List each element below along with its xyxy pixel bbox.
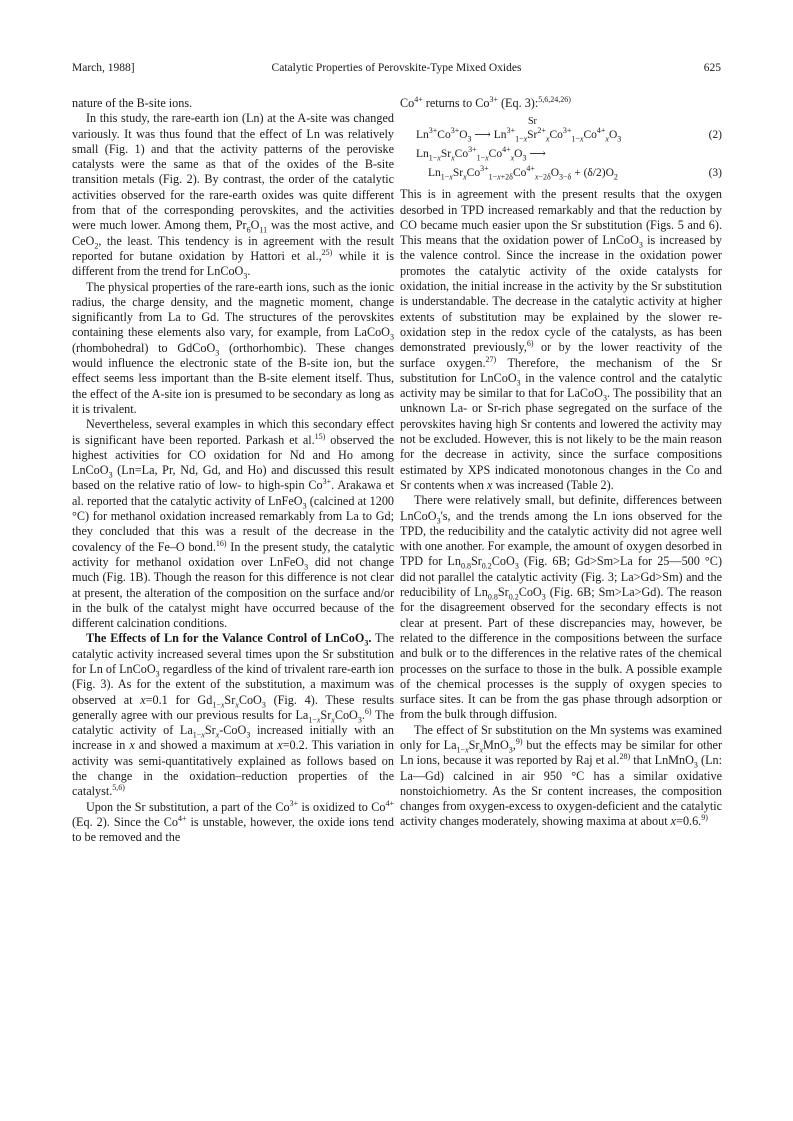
paragraph: Nevertheless, several examples in which this secondary effect is significant have been reported. Parkash et al.$^{15)}$ observed the highest activities for CO oxidation for Nd and Ho among LnCoO$_3$ (Ln=La, Pr, Nd, Gd, and Ho) and discussed this result based on the relative ratio of low- to high-spin $Co^{3+}$. Arakawa et al. reported that the catalytic activity of LnFeO$_3$ (calcined at 1200 °C) for methanol oxidation increased remarkably from La to Gd; they concluded that this was a result of the decrease in the covalency of the Fe–O bond.$^{16)}$ In the present study, the catalytic activity for methanol oxidation over LnFeO$_3$ did not change much (Fig. 1B). Though the reason for this difference is not clear at present, the alteration of the composition on the surface and/or in the bulk of the catalyst might have occurred because of the different calcination conditions. (72, 417, 395, 631)
paragraph: Upon the Sr substitution, a part of the $Co^{3+}$ is oxidized to $Co^{4+}$ (Eq. 2). Since the $Co^{4+}$ is unstable, however, the oxide ions tend to be removed and the (72, 798, 394, 845)
left-column (72, 96, 394, 846)
right-column (400, 96, 722, 830)
paragraph: In this study, the rare-earth ion (Ln) at the A-site was changed variously. It was thus found that the effect of Ln was relatively small (Fig. 1) and that the activity patterns of the peroviske catalysts were the same as that of the oxides of the B-site transition metals (Fig. 2). By contrast, the order of the catalytic activities observed for the rare-earth oxides was quite different from that of the corresponding perovskites, and the activities were much lower. Among them, $Pr_6O_{11}$ was the most active, and CeO$_2$, the least. This tendency is in agreement with the result reported for butane oxidation by Hattori et al.,$^{25)}$ while it is different from the trend for LnCoO$_3$. (72, 111, 395, 281)
running-header (72, 62, 721, 78)
equation-block (400, 114, 722, 183)
paragraph: $Co^{4+}$ returns to $Co^{3+}$ (Eq. 3):$^{5,6,24,26)}$ (400, 94, 571, 110)
paragraph: The physical properties of the rare-earth ions, such as the ionic radius, the charge density, and the magnetic moment, change significantly from La to Gd. The structures of the perovskites containing these elements also vary, for example, from LaCoO$_3$ (rhombohedral) to GdCoO$_3$ (orthorhombic). These changes would influence the electronic state of the B-site ion, but the effect seems less important than the B-site element itself. Thus, the effect of the A-site ion is presumed to be secondary as long as it is trivalent. (72, 279, 394, 416)
equation-number: (2) (708, 129, 722, 142)
page-number: 625 (703, 62, 721, 74)
section-heading: The Effects of Ln for the Valance Control of LnCoO$_3$. (86, 631, 372, 648)
header-date: March, 1988] (72, 62, 135, 74)
paragraph: The effect of Sr substitution on the Mn systems was examined only for $La_{1-x}Sr_xMnO_3,^{9)}$ but the effects may be similar for other Ln ions, because it was reported by Raj et al.$^{28)}$ that LnMnO$_3$ (Ln: La—Gd) calcined in air 950 °C has a similar oxidative nonstoichiometry. As the Sr content increases, the composition changes from oxygen-excess to oxygen-deficient and the catalytic activity changes moderately, showing maxima at about x=0.6.$^{9)}$ (400, 722, 723, 829)
equation-number: (3) (708, 167, 722, 180)
paragraph: The Effects of Ln for the Valance Control of LnCoO$_3$. The catalytic activity increased several times upon the Sr substitution for Ln of LnCoO$_3$ regardless of the kind of trivalent rare-earth ion (Fig. 3). As for the extent of the substitution, a maximum was observed at x=0.1 for $Gd_{1-x}Sr_xCoO_3$ (Fig. 4). These results generally agree with our previous results for $La_{1-x}Sr_xCoO_3.^{6)}$ The catalytic activity of $La_{1-x}Sr_x-CoO_3$ increased initially with an increase in x and showed a maximum at x=0.2. This variation in activity was semi-quantitatively explained as follows based on the change in the oxidation–reduction properties of the catalyst.$^{5,6)}$ (72, 631, 395, 799)
equation-catalyst-label: Sr (528, 116, 537, 128)
equation-3-line1: $Ln_{1-x}Sr_xCo^{3+}_{1-x}Co^{4+}_xO_3$ ⟶ (416, 145, 546, 163)
paragraph: This is in agreement with the present results that the oxygen desorbed in TPD increased remarkably and that the reduction by CO became much easier upon the Sr substitution (Figs. 5 and 6). This means that the oxidation power of LnCoO$_3$ is increased by the valence control. Since the increase in the oxidation power promotes the catalytic activity of the oxide catalysts for oxidation, the initial increase in the activity by the Sr substitution is understandable. The decrease in the catalytic activity at higher extents of substitution may be explained by the slower re-oxidation step in the redox cycle of the catalysts, as has been demonstrated previously,$^{6)}$ or by the lower reactivity of the surface oxygen.$^{27)}$ Therefore, the mechanism of the Sr substitution for LnCoO$_3$ in the valence control and the catalytic activity may be similar to that for LaCoO$_3$. The possibility that an unknown La- or Sr-rich phase segregated on the surface of the perovskites having high Sr contents and lowered the activity may not be excluded. However, this is not likely to be the main reason for the decrease in activity, since the surface compositions estimated by XPS indicated monotonous changes in the Co and Sr contents when x was increased (Table 2). (400, 187, 722, 492)
paragraph: nature of the B-site ions. (72, 96, 193, 110)
equation-3-line2: $Ln_{1-x}Sr_xCo^{3+}_{1-x+2\delta}Co^{4+}_{x-2\delta}O_{3-\delta} + (\delta/2)O_2$ (3) (428, 164, 722, 182)
equation-2: $Ln^{3+}Co^{3+}O_3$ ⟶ $Ln^{3+}_{1-x}Sr^{2+}_xCo^{3+}_{1-x}Co^{4+}_xO_3$ (2) (416, 126, 722, 144)
paragraph: There were relatively small, but definite, differences between LnCoO$_3$'s, and the trends among the Ln ions observed for the TPD, the reducibility and the catalytic activity did not agree well with one another. For example, the amount of oxygen desorbed in TPD for $Ln_{0.8}Sr_{0.2}CoO_3$ (Fig. 6B; Gd>Sm>La for 25—500 °C) did not parallel the catalytic activity (Fig. 3; La>Gd>Sm) and the reducibility of $Ln_{0.8}Sr_{0.2}CoO_3$ (Fig. 6B; Sm>La>Gd). The reason for the disagreement observed for the secondary effects is not clear at present. Part of these discrepancies may, however, be related to the difference in the compositions between the surface and bulk or to the differences in the relative rates of the chemical processes on the surface to those in the bulk. A possible example of the chemical processes is the supply of oxygen species to surface sites. It can be from the gas phase through adsorption or from the bulk through diffusion. (400, 493, 722, 722)
header-title: Catalytic Properties of Perovskite-Type Mixed Oxides (271, 62, 522, 74)
